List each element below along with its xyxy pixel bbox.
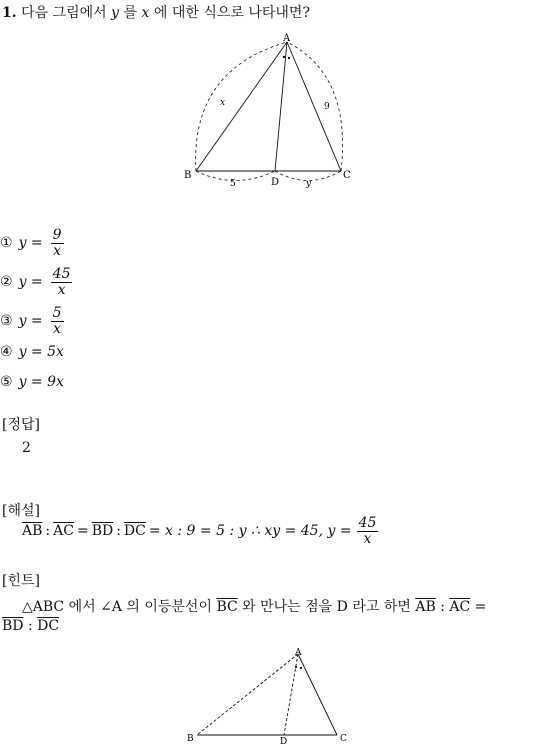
segment-ac: $\overline{AC}$: [53, 523, 74, 540]
option-2[interactable]: [0, 267, 72, 297]
hint-segment-ab: $\overline{AB}$: [415, 599, 436, 615]
explanation-rest: = x : 9 = 5 : y ∴ xy = 45, y =: [148, 523, 352, 540]
hint-colon-1: :: [440, 599, 445, 615]
equals-1: =: [76, 523, 89, 540]
option-1-lhs: y =: [18, 235, 43, 251]
option-3-den: x: [51, 321, 64, 337]
question-var-y: y: [111, 5, 120, 21]
question-text-c: 에 대한 식으로 나타내면?: [153, 5, 310, 21]
hint-equals: =: [474, 599, 487, 615]
fig2-label-a: A: [295, 648, 302, 658]
triangle-figure-1: [180, 30, 360, 190]
label-y: y: [306, 179, 312, 189]
label-5: 5: [230, 179, 236, 189]
explanation-den: x: [357, 531, 379, 547]
option-2-num: 45: [52, 265, 71, 282]
option-3-fraction: [51, 306, 64, 336]
option-5[interactable]: [0, 367, 64, 397]
explanation-title: [해설]: [2, 503, 40, 519]
colon-1: :: [45, 523, 51, 540]
hint-title: [힌트]: [2, 573, 40, 589]
option-1-den: x: [51, 243, 64, 259]
option-3[interactable]: [0, 306, 64, 336]
hint-colon-2: :: [27, 618, 33, 634]
fig2-label-b: B: [187, 734, 194, 744]
option-1-fraction: [51, 228, 64, 258]
question-number: 1.: [2, 5, 17, 21]
answer-value: 2: [22, 440, 31, 456]
option-1[interactable]: [0, 228, 64, 258]
label-d: D: [271, 177, 280, 188]
answer-title: [정답]: [2, 417, 40, 433]
option-4-expr: y = 5x: [18, 344, 64, 360]
label-c: C: [343, 170, 351, 181]
option-4[interactable]: [0, 337, 64, 367]
option-2-marker: ②: [0, 274, 13, 290]
bisector-ad: [275, 42, 287, 171]
explanation-formula: [22, 516, 378, 546]
option-3-marker: ③: [0, 313, 13, 329]
label-b: B: [184, 170, 192, 181]
fig2-label-c: C: [340, 734, 347, 744]
hint-segment-bd: $\overline{BD}$: [2, 618, 24, 634]
question-var-x: x: [141, 5, 150, 21]
option-3-lhs: y =: [18, 313, 43, 329]
angle-dot-4: [300, 667, 302, 669]
segment-dc: $\overline{DC}$: [123, 523, 146, 540]
option-5-marker: ⑤: [0, 374, 13, 390]
colon-2: :: [116, 523, 121, 540]
question-text-a: 다음 그림에서: [21, 5, 107, 21]
explanation-fraction: [357, 516, 379, 546]
angle-dot-3: [295, 666, 297, 668]
hint-text-b: 와 만나는 점을 D 라고 하면: [242, 599, 411, 615]
option-4-marker: ④: [0, 344, 13, 360]
explanation-num: 45: [358, 515, 377, 531]
option-2-den: x: [51, 282, 73, 298]
question-text-b: 를: [123, 5, 138, 21]
triangle-figure-2: [185, 645, 355, 744]
segment-bd: $\overline{BD}$: [91, 523, 114, 540]
option-1-marker: ①: [0, 235, 13, 251]
option-1-num: 9: [52, 226, 62, 243]
question: [2, 2, 310, 22]
label-a: A: [283, 33, 291, 44]
option-2-fraction: [51, 267, 73, 297]
option-3-num: 5: [52, 304, 62, 321]
angle-dot-1: [283, 56, 285, 58]
option-2-lhs: y =: [18, 274, 43, 290]
hint-segment-dc: $\overline{DC}$: [37, 618, 60, 634]
edge-ac-2: [298, 654, 337, 735]
angle-dot-2: [288, 57, 290, 59]
hint-text-a: △ABC 에서 ∠A 의 이등분선이: [22, 599, 212, 615]
fig2-label-d: D: [280, 737, 288, 744]
hint-segment-ac: $\overline{AC}$: [449, 599, 471, 615]
hint-segment-bc: $\overline{BC}$: [216, 599, 238, 615]
option-5-expr: y = 9x: [18, 374, 64, 390]
edge-ab: [196, 42, 287, 171]
label-9: 9: [324, 102, 330, 112]
segment-ab: $\overline{AB}$: [22, 523, 43, 540]
label-x: x: [220, 98, 226, 108]
edge-ab-2: [197, 654, 298, 735]
hint-line-1: [22, 596, 532, 616]
hint-line-2: [2, 618, 59, 634]
